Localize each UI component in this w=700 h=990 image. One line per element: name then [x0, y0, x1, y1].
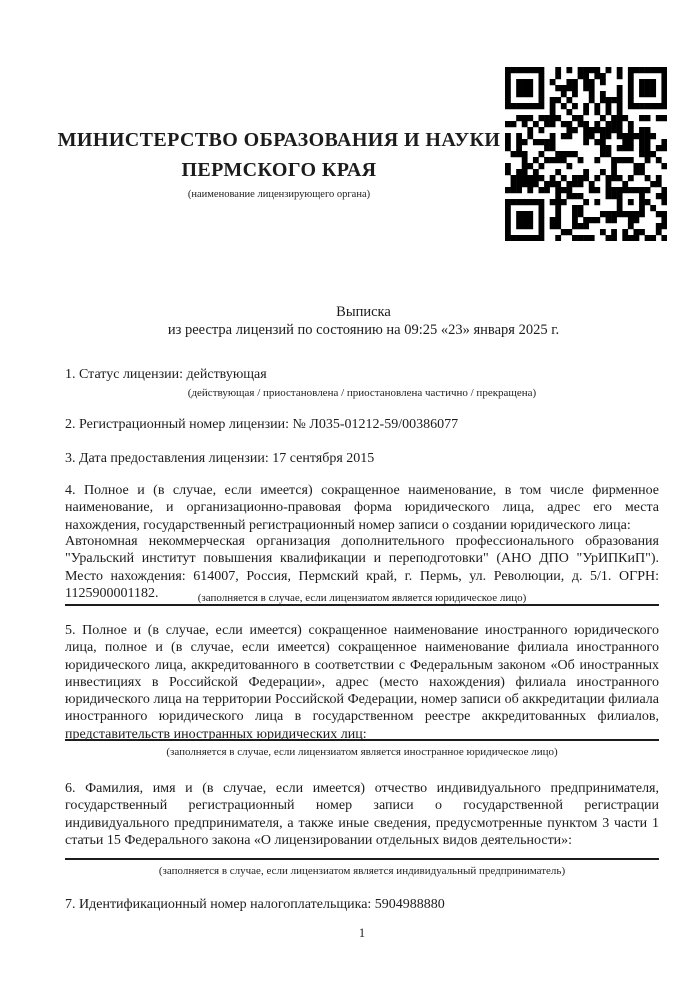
item-1-note: (действующая / приостановлена / приостановлена частично / прекращена) — [187, 387, 537, 399]
item-5-question: 5. Полное и (в случае, если имеется) сокращенное наименование иностранного юридического лица, полное и (в случае, если имеется) сокращенное наименование филиала иностранного юридического лица, аккредитованного в соответствии с Федеральным законом «Об иностранных инвестициях в Российской Федерации», адрес (место нахождения) филиала иностранного юридического лица на территории Российской Федерации, номер записи об аккредитации филиала иностранного юридического лица в государственном реестре аккредитованных филиалов, представительств иностранных юридических лиц: — [65, 623, 659, 742]
item-5-blank-line — [65, 739, 659, 741]
document-title — [65, 304, 662, 339]
item-6-note: (заполняется в случае, если лицензиатом является индивидуальный предприниматель) — [158, 865, 566, 877]
item-4-note: (заполняется в случае, если лицензиатом является юридическое лицо) — [197, 592, 527, 604]
licensing-authority-header — [50, 125, 508, 201]
document-title-line1: Выписка — [336, 304, 391, 320]
page-number: 1 — [358, 926, 366, 940]
item-6-blank-line — [65, 858, 659, 860]
item-4-question: 4. Полное и (в случае, если имеется) сокращенное наименование, в том числе фирменное наименование, и организационно-правовая форма юридического лица, адрес его места нахождения, государственный регистрационный номер записи о создании юридического лица: — [65, 483, 659, 533]
item-7-taxpayer-number: 7. Идентификационный номер налогоплательщика: 5904988880 — [65, 897, 445, 912]
ministry-name-line2: ПЕРМСКОГО КРАЯ — [181, 159, 377, 181]
item-4-organization-details: Автономная некоммерческая организация дополнительного профессионального образования "Уральский институт повышения квалификации и переподготовки" (АНО ДПО "УрИПКиП"). Место нахождения: 614007, Россия, Пермский край, г. Пермь, ул. Революции, д. 5/1. ОГРН: 1125900001182. — [65, 533, 659, 606]
item-2-registration-number: 2. Регистрационный номер лицензии: № Л035-01212-59/00386077 — [65, 417, 459, 432]
item-1-license-status: 1. Статус лицензии: действующая — [65, 367, 267, 382]
document-title-line2: из реестра лицензий по состоянию на 09:25 «23» января 2025 г. — [167, 321, 560, 338]
qr-code-icon — [505, 67, 667, 241]
item-6-question: 6. Фамилия, имя и (в случае, если имеется) отчество индивидуального предпринимателя, государственный регистрационный номер записи о государственной регистрации индивидуального предпринимателя, а также иные сведения, предусмотренные пунктом 3 части 1 статьи 15 Федерального закона «О лицензировании отдельных видов деятельности»: — [65, 781, 659, 848]
authority-caption: (наименование лицензирующего органа) — [187, 189, 371, 200]
item-3-grant-date: 3. Дата предоставления лицензии: 17 сентября 2015 — [65, 451, 375, 466]
ministry-name-line1: МИНИСТЕРСТВО ОБРАЗОВАНИЯ И НАУКИ — [57, 129, 501, 151]
item-5-note: (заполняется в случае, если лицензиатом является иностранное юридическое лицо) — [166, 746, 558, 758]
